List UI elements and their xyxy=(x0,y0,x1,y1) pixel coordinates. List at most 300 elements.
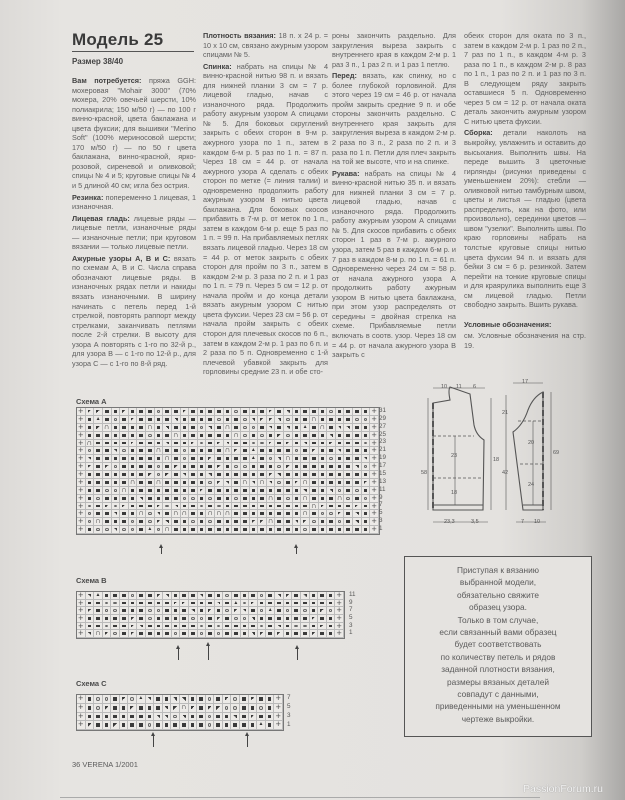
chart-cell xyxy=(103,463,112,471)
chart-cell xyxy=(232,495,241,503)
chart-cell xyxy=(86,424,95,432)
chart-cell xyxy=(258,592,267,600)
chart-cell xyxy=(275,607,284,615)
chart-cell xyxy=(189,607,198,615)
chart-cell xyxy=(240,713,249,722)
chart-cell xyxy=(232,518,241,526)
chart-cell xyxy=(189,592,198,600)
chart-cell xyxy=(327,432,336,440)
chart-cell xyxy=(180,592,189,600)
chart-cell xyxy=(266,615,275,623)
chart-cell xyxy=(94,440,103,448)
chart-cell xyxy=(267,471,276,479)
chart-cell xyxy=(163,592,172,600)
chart-cell xyxy=(215,592,224,600)
chart-cell xyxy=(353,495,362,503)
row-number: 17 xyxy=(379,462,387,470)
chart-cell xyxy=(86,510,95,518)
chart-cell xyxy=(181,526,190,534)
chart-cell xyxy=(94,503,103,511)
chart-cell xyxy=(215,495,224,503)
chart-cell xyxy=(293,526,302,534)
note-line: совпадут с данными, xyxy=(457,689,539,700)
paragraph-heading: Рукава: xyxy=(332,168,360,178)
chart-cell xyxy=(362,455,371,463)
paragraph-text: детали наколоть на выкройку, увлажнить и оставить до высыхания. Выполнить швы. На переде вышить 3 цветочные гирлянды (рисунки приведены с уменьшением 20%): стебли — оливковой нитью тамбурным швом, цветы и листья — гладью (цвета распределить, как на фото, или произвольно), серединки цветов — швом "узелки". Выполнить швы. По краю горловины набрать на толстые круговые спицы нитью цвета фуксии 94 п. и вязать для бейки 3 см = 6 р. резинкой. Затем перейти на тонкие круговые спицы и для краярулика выполнить еще 3 см лицевой гладью. Петли свободно закрыть. Вшить рукава. xyxy=(464,128,586,310)
chart-cell xyxy=(232,463,241,471)
chart-cell xyxy=(120,600,129,608)
chart-cell xyxy=(353,510,362,518)
dim-top-2: 11 xyxy=(456,384,462,390)
chart-cell xyxy=(319,487,328,495)
chart-cell xyxy=(241,615,250,623)
chart-cell xyxy=(146,600,155,608)
chart-cell xyxy=(249,600,258,608)
chart-cell xyxy=(310,416,319,424)
chart-cell xyxy=(189,630,198,638)
chart-cell xyxy=(250,416,259,424)
chart-cell xyxy=(336,463,345,471)
chart-cell xyxy=(111,592,120,600)
chart-cell xyxy=(120,721,129,730)
chart-cell xyxy=(206,721,215,730)
note-line: образец узора. xyxy=(469,602,527,613)
chart-cell xyxy=(112,503,121,511)
chart-cell xyxy=(336,471,345,479)
chart-cell xyxy=(129,518,138,526)
chart-cell xyxy=(198,600,207,608)
chart-cell xyxy=(111,615,120,623)
chart-cell xyxy=(250,510,259,518)
chart-cell xyxy=(275,503,284,511)
scan-edge xyxy=(60,797,540,798)
chart-cell xyxy=(198,416,207,424)
chart-cell xyxy=(103,455,112,463)
row-number: 11 xyxy=(379,485,386,493)
chart-cell xyxy=(120,695,129,704)
chart-cell xyxy=(232,440,241,448)
chart-cell xyxy=(163,455,172,463)
row-number: 1 xyxy=(349,629,353,637)
paragraph-text: 18 п. х 24 р. = 10 х 10 см, связано ажурным узором спицами № 5. xyxy=(203,31,328,60)
note-line: размеры вязаных деталей xyxy=(447,676,549,687)
chart-cell xyxy=(189,440,198,448)
chart-cell xyxy=(172,408,181,416)
chart-cell xyxy=(241,408,250,416)
chart-cell xyxy=(163,424,172,432)
row-number: 25 xyxy=(379,430,387,438)
chart-cell xyxy=(180,607,189,615)
dim-left-height: 58 xyxy=(421,470,428,476)
chart-cell xyxy=(353,471,362,479)
chart-cell xyxy=(327,510,336,518)
chart-cell xyxy=(146,695,155,704)
chart-cell xyxy=(293,487,302,495)
chart-cell xyxy=(284,592,293,600)
chart-cell xyxy=(240,695,249,704)
chart-cell xyxy=(224,518,233,526)
chart-cell xyxy=(120,503,129,511)
chart-cell xyxy=(171,704,180,713)
chart-cell xyxy=(155,479,164,487)
chart-cell xyxy=(215,463,224,471)
chart-cell xyxy=(275,432,284,440)
chart-cell xyxy=(336,416,345,424)
chart-cell xyxy=(189,713,198,722)
chart-cell xyxy=(310,471,319,479)
chart-cell xyxy=(327,503,336,511)
chart-cell xyxy=(137,440,146,448)
chart-cell xyxy=(146,503,155,511)
chart-cell xyxy=(103,495,112,503)
row-number: 31 xyxy=(379,406,387,414)
paragraph-text: обеих сторон для оката по 3 п., затем в каждом 2-м р. 1 раз по 2 п., 7 раз по 1 п., в каждом 4-м р. 3 раза по 1 п., в каждом 2-м р. 8 раз по 1 п., 1 раз по 2 п. и 1 раз по 3 п. В следующем ряду закрыть оставшиеся 5 п. Одновременно через 5 см = 12 р. от начала оката деталь закончить ажурным узором С нитью цвета фуксии. xyxy=(464,31,586,126)
chart-cell xyxy=(77,526,86,534)
chart-cell xyxy=(310,503,319,511)
repeat-arrow xyxy=(296,547,297,554)
chart-cell xyxy=(327,592,336,600)
chart-cell xyxy=(267,518,276,526)
chart-cell xyxy=(154,704,163,713)
chart-cell xyxy=(155,455,164,463)
row-number: 3 xyxy=(287,711,291,719)
chart-cell xyxy=(215,607,224,615)
chart-cell xyxy=(224,432,233,440)
chart-cell xyxy=(275,408,284,416)
chart-cell xyxy=(344,432,353,440)
chart-cell xyxy=(362,487,371,495)
chart-cell xyxy=(293,518,302,526)
chart-cell xyxy=(94,630,103,638)
chart-cell xyxy=(189,455,198,463)
chart-cell xyxy=(120,471,129,479)
chart-cell xyxy=(146,424,155,432)
chart-cell xyxy=(163,408,172,416)
chart-cell xyxy=(327,440,336,448)
chart-cell xyxy=(206,713,215,722)
chart-cell xyxy=(249,630,258,638)
chart-cell xyxy=(129,416,138,424)
chart-cell xyxy=(353,479,362,487)
chart-cell xyxy=(353,440,362,448)
chart-cell xyxy=(137,479,146,487)
chart-cell xyxy=(129,440,138,448)
chart-cell xyxy=(336,526,345,534)
chart-cell xyxy=(86,463,95,471)
chart-cell xyxy=(250,495,259,503)
chart-cell xyxy=(344,424,353,432)
chart-cell xyxy=(362,471,371,479)
paragraph xyxy=(332,169,456,360)
chart-cell xyxy=(120,592,129,600)
chart-cell xyxy=(241,455,250,463)
chart-cell xyxy=(231,695,240,704)
chart-cell xyxy=(206,424,215,432)
chart-cell xyxy=(189,479,198,487)
chart-cell xyxy=(206,704,215,713)
chart-cell xyxy=(267,408,276,416)
chart-cell xyxy=(198,503,207,511)
scheme-a-chart xyxy=(76,407,380,535)
chart-cell xyxy=(301,592,310,600)
chart-cell xyxy=(111,600,120,608)
row-number: 19 xyxy=(379,454,387,462)
chart-cell xyxy=(266,721,275,730)
chart-cell xyxy=(319,479,328,487)
chart-cell xyxy=(267,526,276,534)
chart-cell xyxy=(129,592,138,600)
paragraph xyxy=(464,31,586,126)
chart-cell xyxy=(344,416,353,424)
chart-cell xyxy=(232,503,241,511)
chart-cell xyxy=(241,526,250,534)
chart-cell xyxy=(172,471,181,479)
chart-cell xyxy=(310,518,319,526)
chart-cell xyxy=(103,408,112,416)
chart-cell xyxy=(94,592,103,600)
chart-cell xyxy=(77,721,86,730)
chart-cell xyxy=(362,510,371,518)
chart-cell xyxy=(250,518,259,526)
chart-cell xyxy=(86,479,95,487)
chart-cell xyxy=(198,471,207,479)
row-number: 7 xyxy=(349,606,353,614)
chart-cell xyxy=(206,526,215,534)
chart-cell xyxy=(258,623,267,631)
note-line: будет соответствовать xyxy=(454,639,542,650)
chart-cell xyxy=(103,447,112,455)
chart-cell xyxy=(319,432,328,440)
chart-cell xyxy=(310,623,319,631)
chart-cell xyxy=(257,704,266,713)
chart-cell xyxy=(137,695,146,704)
chart-cell xyxy=(370,526,379,534)
chart-cell xyxy=(310,432,319,440)
chart-cell xyxy=(112,471,121,479)
chart-cell xyxy=(103,607,112,615)
paragraph-text: пряжа GGH: мохеровая "Mohair 3000" (70% мохера, 20% овечьей шерсти, 10% полиакрила; 150 м/50 г) — по 100 г винно-красной, цвета баклажана и цвета фуксии; для вышивки "Merino Soft" (100% мериносовой шерсти; 170 м/50 г) — по 50 г цвета баклажана, винно-красной, ярко-розовой, сиреневой и оливковой; спицы № 4 и 5; круговые спицы № 4 и 5 длиной 40 см; игла без острия. xyxy=(72,76,196,191)
chart-cell xyxy=(241,440,250,448)
chart-cell xyxy=(327,600,336,608)
chart-cell xyxy=(129,615,138,623)
chart-cell xyxy=(362,503,371,511)
chart-cell xyxy=(232,615,241,623)
chart-cell xyxy=(163,440,172,448)
chart-cell xyxy=(129,455,138,463)
chart-cell xyxy=(301,455,310,463)
chart-cell xyxy=(146,440,155,448)
chart-cell xyxy=(197,713,206,722)
chart-cell xyxy=(275,518,284,526)
chart-cell xyxy=(284,630,293,638)
chart-cell xyxy=(103,487,112,495)
chart-cell xyxy=(215,471,224,479)
chart-cell xyxy=(257,695,266,704)
chart-cell xyxy=(241,479,250,487)
chart-cell xyxy=(120,487,129,495)
text-column-4 xyxy=(464,31,586,353)
chart-cell xyxy=(267,463,276,471)
scheme-b-chart xyxy=(76,591,345,639)
row-number: 1 xyxy=(379,525,383,533)
chart-cell xyxy=(155,432,164,440)
chart-cell xyxy=(206,471,215,479)
paragraph xyxy=(332,71,456,166)
chart-cell xyxy=(327,416,336,424)
chart-cell xyxy=(310,463,319,471)
chart-cell xyxy=(215,623,224,631)
chart-cell xyxy=(172,592,181,600)
chart-cell xyxy=(155,592,164,600)
chart-cell xyxy=(137,713,146,722)
chart-cell xyxy=(146,408,155,416)
chart-cell xyxy=(198,592,207,600)
chart-cell xyxy=(353,408,362,416)
chart-cell xyxy=(103,630,112,638)
row-number: 29 xyxy=(379,414,387,422)
chart-cell xyxy=(258,510,267,518)
size-label: Размер 38/40 xyxy=(72,57,124,66)
chart-cell xyxy=(206,615,215,623)
chart-cell xyxy=(344,510,353,518)
chart-cell xyxy=(206,592,215,600)
chart-cell xyxy=(180,713,189,722)
chart-cell xyxy=(301,607,310,615)
chart-cell xyxy=(327,408,336,416)
chart-cell xyxy=(327,463,336,471)
chart-cell xyxy=(198,455,207,463)
chart-cell xyxy=(86,600,95,608)
chart-cell xyxy=(112,487,121,495)
chart-cell xyxy=(103,713,112,722)
chart-cell xyxy=(336,503,345,511)
chart-cell xyxy=(250,447,259,455)
chart-cell xyxy=(172,607,181,615)
chart-cell xyxy=(301,432,310,440)
chart-cell xyxy=(198,479,207,487)
chart-cell xyxy=(232,455,241,463)
dim-mid-2: 18 xyxy=(493,457,500,463)
chart-cell xyxy=(155,408,164,416)
chart-cell xyxy=(163,607,172,615)
chart-cell xyxy=(267,455,276,463)
paragraph-heading: Лицевая гладь: xyxy=(72,213,130,223)
chart-cell xyxy=(319,408,328,416)
dim-top-3: 6 xyxy=(473,384,477,390)
chart-cell xyxy=(293,495,302,503)
chart-cell xyxy=(336,447,345,455)
chart-cell xyxy=(163,463,172,471)
chart-cell xyxy=(146,487,155,495)
chart-cell xyxy=(128,704,137,713)
chart-cell xyxy=(189,416,198,424)
chart-cell xyxy=(206,447,215,455)
chart-cell xyxy=(318,630,327,638)
chart-cell xyxy=(189,471,198,479)
chart-cell xyxy=(231,704,240,713)
watermark: PassionForum.ru xyxy=(523,783,603,795)
chart-cell xyxy=(284,510,293,518)
chart-cell xyxy=(215,455,224,463)
chart-cell xyxy=(198,510,207,518)
chart-cell xyxy=(327,623,336,631)
chart-cell xyxy=(258,607,267,615)
chart-cell xyxy=(223,721,232,730)
text-column-2 xyxy=(203,31,328,379)
chart-cell xyxy=(112,408,121,416)
chart-cell xyxy=(129,424,138,432)
chart-cell xyxy=(318,600,327,608)
chart-cell xyxy=(292,600,301,608)
chart-cell xyxy=(241,518,250,526)
chart-cell xyxy=(172,510,181,518)
chart-cell xyxy=(292,615,301,623)
chart-cell xyxy=(197,721,206,730)
note-line: чертеже выкройки. xyxy=(461,713,535,724)
chart-cell xyxy=(344,455,353,463)
chart-cell xyxy=(250,408,259,416)
chart-cell xyxy=(137,600,146,608)
chart-cell xyxy=(301,510,310,518)
paragraph-text: вязать по схемам А, В и С. Числа справа обозначают лицевые ряды. В изнаночных рядах петли и накиды вязать изнаночными. В ширину начинать с петель перед 1-й стрелкой, повторять раппорт между стрелками, заканчивать петлями после 2-й стрелки. В высоту для узора А повторять с 1-го по 32-й р., для узора В — с 1-го по 12-й р., для узора С — с 1-го по 8-й ряд. xyxy=(72,253,196,368)
row-number: 3 xyxy=(349,621,353,629)
paragraph xyxy=(72,76,196,191)
chart-cell xyxy=(258,600,267,608)
chart-cell xyxy=(172,440,181,448)
chart-cell xyxy=(362,432,371,440)
chart-cell xyxy=(310,447,319,455)
chart-cell xyxy=(292,607,301,615)
dim-mid-1: 23 xyxy=(451,453,458,459)
chart-cell xyxy=(137,416,146,424)
dim-sleeve-1: 20 xyxy=(528,440,535,446)
chart-cell xyxy=(94,432,103,440)
chart-cell xyxy=(301,615,310,623)
chart-cell xyxy=(180,630,189,638)
chart-cell xyxy=(275,447,284,455)
chart-cell xyxy=(301,630,310,638)
chart-cell xyxy=(215,630,224,638)
chart-cell xyxy=(275,479,284,487)
chart-cell xyxy=(301,495,310,503)
chart-cell xyxy=(137,526,146,534)
chart-cell xyxy=(86,495,95,503)
row-number: 7 xyxy=(287,694,291,702)
chart-cell xyxy=(344,518,353,526)
chart-cell xyxy=(214,695,223,704)
chart-cell xyxy=(275,630,284,638)
chart-cell xyxy=(266,695,275,704)
chart-cell xyxy=(155,503,164,511)
chart-cell xyxy=(146,721,155,730)
chart-cell xyxy=(198,424,207,432)
chart-cell xyxy=(241,424,250,432)
row-number: 27 xyxy=(379,422,387,430)
chart-cell xyxy=(310,455,319,463)
chart-cell xyxy=(171,721,180,730)
chart-cell xyxy=(155,518,164,526)
chart-cell xyxy=(275,495,284,503)
scheme-c-label: Схема С xyxy=(76,679,107,688)
chart-cell xyxy=(232,510,241,518)
chart-cell xyxy=(103,440,112,448)
double-repeat-arrow xyxy=(208,645,209,660)
chart-cell xyxy=(249,623,258,631)
chart-cell xyxy=(266,592,275,600)
chart-cell xyxy=(327,526,336,534)
chart-cell xyxy=(310,424,319,432)
chart-cell xyxy=(129,408,138,416)
